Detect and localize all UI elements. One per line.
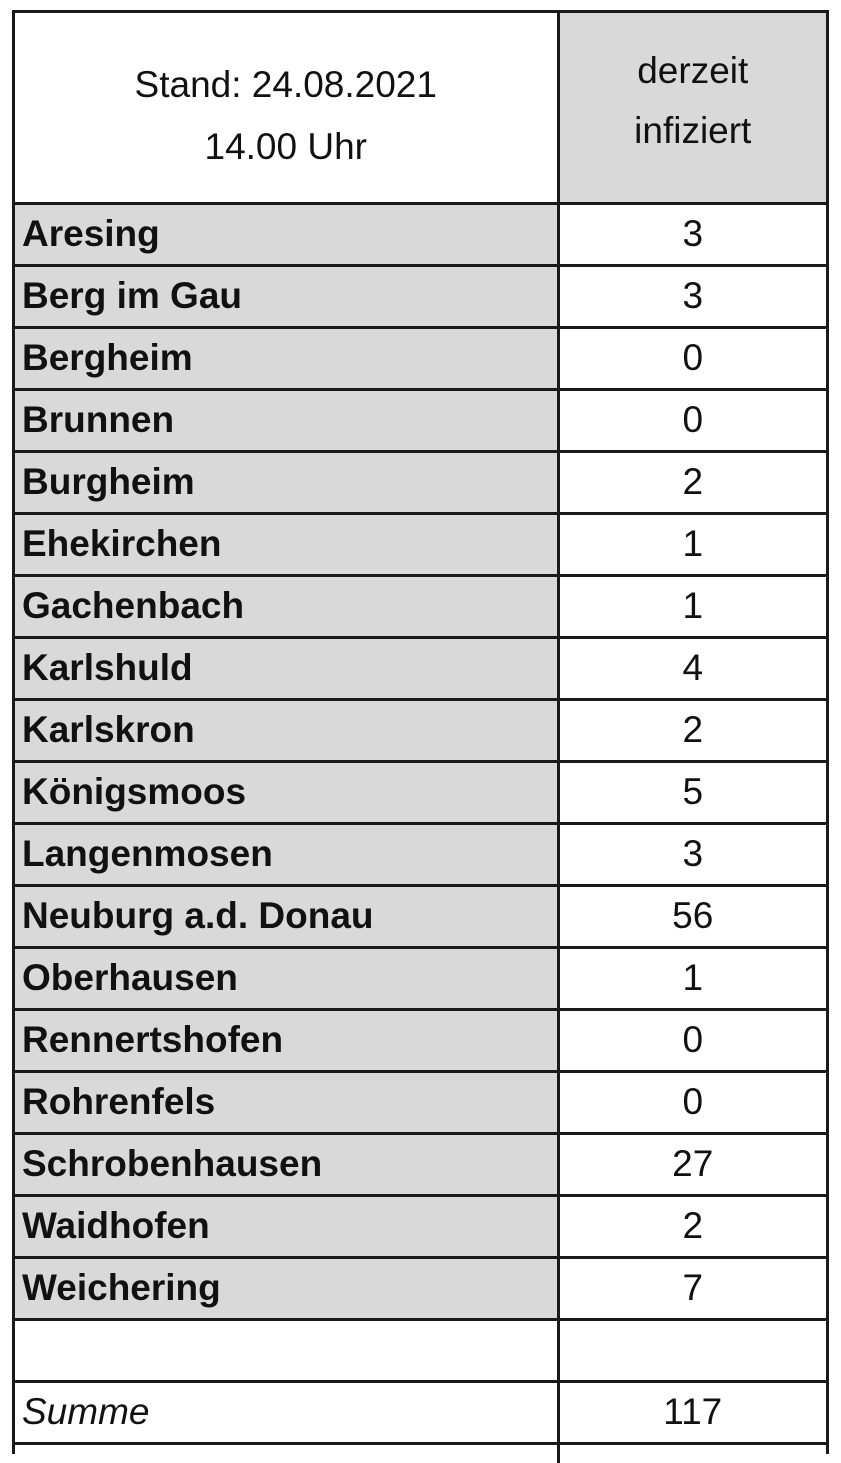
- infected-count: 0: [558, 1009, 826, 1071]
- municipality-name: Neuburg a.d. Donau: [15, 885, 558, 947]
- infected-count: 0: [558, 389, 826, 451]
- table-row: [15, 1071, 826, 1133]
- table-row: [15, 885, 826, 947]
- municipality-name: Karlskron: [15, 699, 558, 761]
- table-body: [15, 203, 826, 1463]
- sum-label: Summe: [15, 1381, 558, 1443]
- infected-header-line2: infiziert: [634, 110, 752, 152]
- infected-count: 3: [558, 203, 826, 265]
- table-row: [15, 1009, 826, 1071]
- table-row: [15, 451, 826, 513]
- infected-column-header: [558, 13, 826, 203]
- infected-count: 1: [558, 947, 826, 1009]
- table-row: [15, 761, 826, 823]
- table-row: [15, 823, 826, 885]
- municipality-name: Langenmosen: [15, 823, 558, 885]
- table-row: [15, 947, 826, 1009]
- infected-count: 1: [558, 575, 826, 637]
- infected-count: 2: [558, 1195, 826, 1257]
- table-row: [15, 699, 826, 761]
- municipality-name: Rennertshofen: [15, 1009, 558, 1071]
- municipality-name: Brunnen: [15, 389, 558, 451]
- infected-count: 27: [558, 1133, 826, 1195]
- infected-count: 56: [558, 885, 826, 947]
- infection-table: [15, 13, 826, 1463]
- infected-count: 3: [558, 265, 826, 327]
- stand-date-label: Stand: 24.08.2021: [134, 64, 437, 106]
- table-row: [15, 203, 826, 265]
- municipality-name: Gachenbach: [15, 575, 558, 637]
- table-row: [15, 1257, 826, 1319]
- sum-value: 117: [558, 1381, 826, 1443]
- municipality-name: Oberhausen: [15, 947, 558, 1009]
- table-row: [15, 265, 826, 327]
- infected-count: 2: [558, 699, 826, 761]
- table-row: [15, 575, 826, 637]
- table-row: [15, 1195, 826, 1257]
- municipality-name: Weichering: [15, 1257, 558, 1319]
- table-header-row: [15, 13, 826, 203]
- infected-header-line1: derzeit: [637, 50, 749, 92]
- infected-count: 5: [558, 761, 826, 823]
- municipality-name: Waidhofen: [15, 1195, 558, 1257]
- infected-count: 1: [558, 513, 826, 575]
- infected-count: 0: [558, 1071, 826, 1133]
- empty-cell: [558, 1443, 826, 1463]
- municipality-name: Karlshuld: [15, 637, 558, 699]
- table-row: [15, 637, 826, 699]
- sum-row: [15, 1381, 826, 1443]
- municipality-name: Berg im Gau: [15, 265, 558, 327]
- infected-count: 7: [558, 1257, 826, 1319]
- table-row: [15, 513, 826, 575]
- stand-date-cell: [15, 13, 558, 203]
- infected-count: 3: [558, 823, 826, 885]
- municipality-name: Bergheim: [15, 327, 558, 389]
- empty-cell: [15, 1319, 558, 1381]
- municipality-name: Königsmoos: [15, 761, 558, 823]
- municipality-name: Schrobenhausen: [15, 1133, 558, 1195]
- infection-table-sheet: [12, 10, 829, 1454]
- municipality-name: Aresing: [15, 203, 558, 265]
- stand-time-label: 14.00 Uhr: [204, 126, 367, 168]
- trailing-partial-row: [15, 1443, 826, 1463]
- infected-count: 4: [558, 637, 826, 699]
- municipality-name: Ehekirchen: [15, 513, 558, 575]
- municipality-name: Rohrenfels: [15, 1071, 558, 1133]
- table-row: [15, 389, 826, 451]
- table-row: [15, 327, 826, 389]
- empty-spacer-row: [15, 1319, 826, 1381]
- infected-count: 2: [558, 451, 826, 513]
- empty-cell: [15, 1443, 558, 1463]
- infected-count: 0: [558, 327, 826, 389]
- municipality-name: Burgheim: [15, 451, 558, 513]
- table-row: [15, 1133, 826, 1195]
- empty-cell: [558, 1319, 826, 1381]
